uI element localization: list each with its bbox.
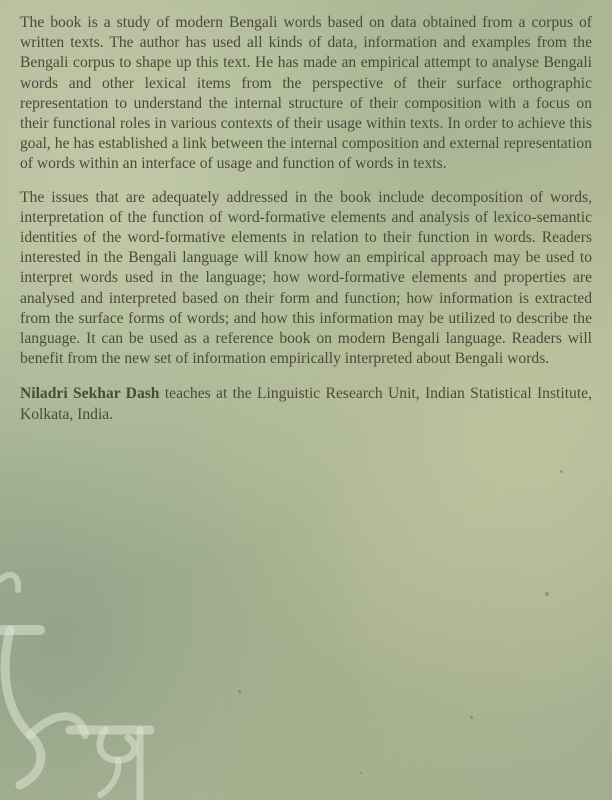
author-name: Niladri Sekhar Dash [20, 385, 160, 403]
author-bio-text: teaches at the Linguistic Research Unit, Indian Statistical Institute, Kolkata, India. [20, 385, 592, 423]
author-bio [20, 384, 592, 424]
paper-speck [360, 772, 362, 774]
paper-speck [560, 470, 563, 473]
bengali-script-watermark [0, 560, 200, 800]
paper-speck [545, 592, 549, 596]
paper-speck [238, 690, 241, 693]
blurb-text [20, 13, 592, 425]
blurb-paragraph: The issues that are adequately addressed in the book include decomposition of words, interpretation of the function of word-formative elements and analysis of lexico-semantic identities of the word-formative elements in relation to their function in words. Readers interested in the Bengali language will know how an empirical approach may be used to interpret words used in the language; how word-formative elements and properties are analysed and interpreted based on their form and function; how information is extracted from the surface forms of words; and how this information may be utilized to describe the language. It can be used as a reference book on modern Bengali language. Readers will benefit from the new set of information empirically interpreted about Bengali words. [20, 188, 592, 368]
blurb-paragraph: The book is a study of modern Bengali words based on data obtained from a corpus of written texts. The author has used all kinds of data, information and examples from the Bengali corpus to shape up this text. He has made an empirical attempt to analyse Bengali words and other lexical items from the perspective of their surface orthographic representation to understand the internal structure of their composition with a focus on their functional roles in various contexts of their usage within texts. In order to achieve this goal, he has established a link between the internal composition and external representation of words within an interface of usage and function of words in texts. [20, 14, 592, 173]
paper-speck [470, 716, 473, 719]
